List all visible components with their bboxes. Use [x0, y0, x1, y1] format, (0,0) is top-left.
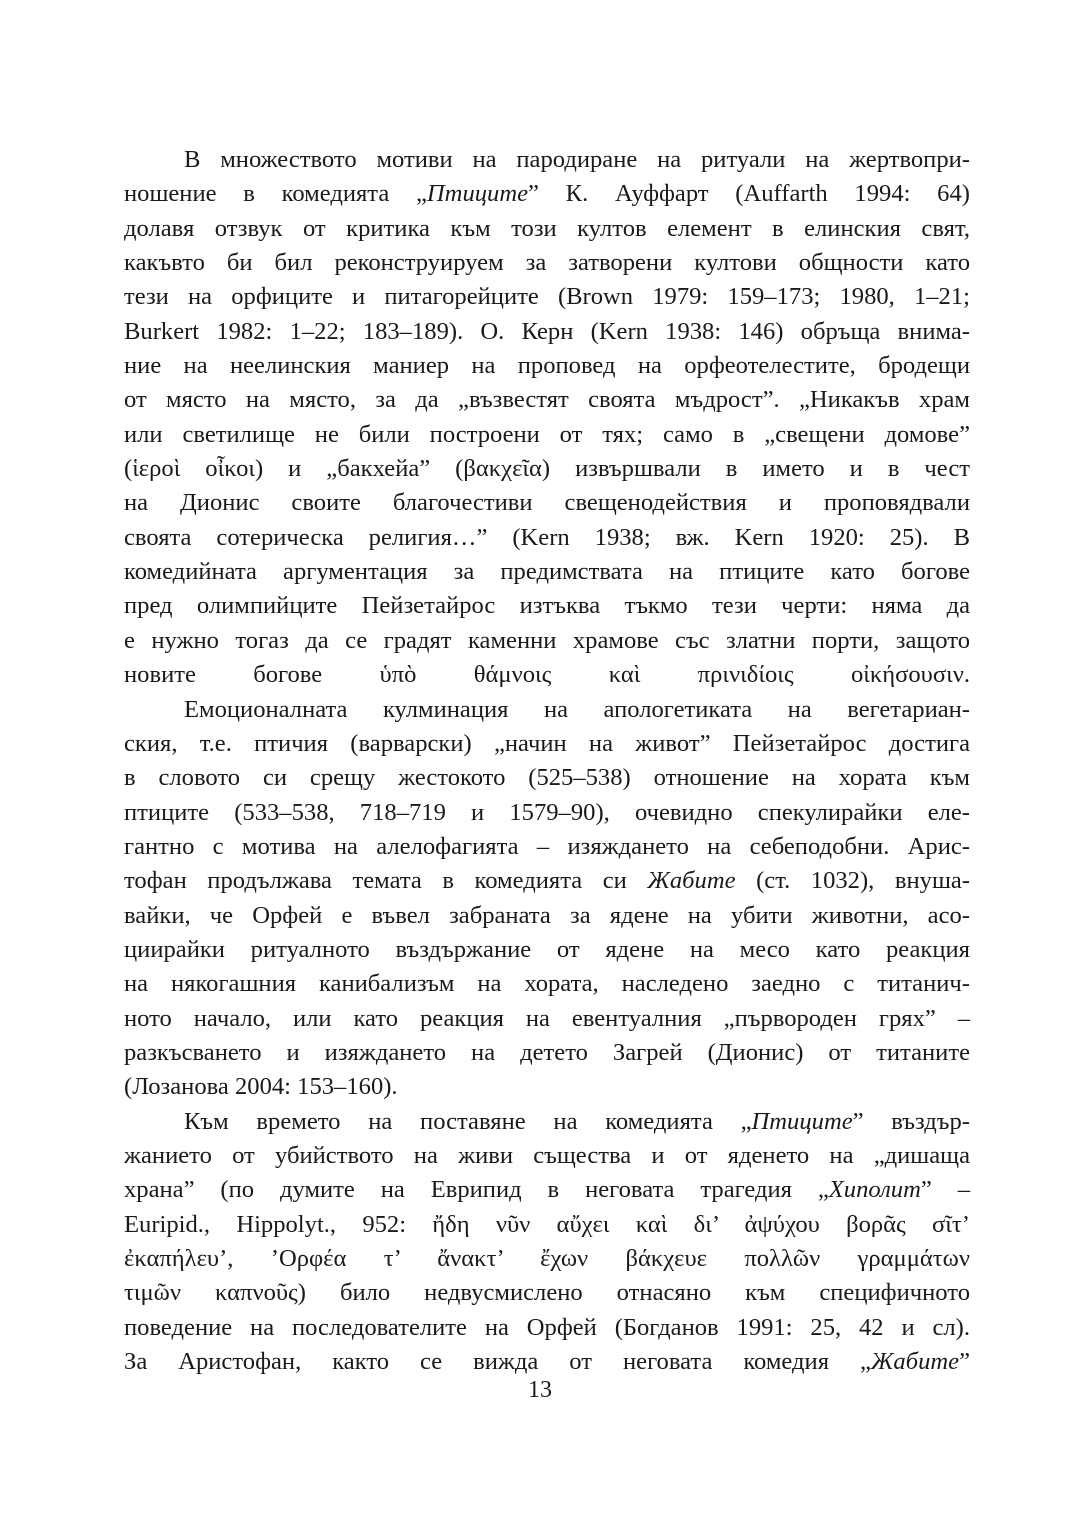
text-line: тези на орфиците и питагорейците (Brown 1979: 159–173; 1980, 1–21; [124, 283, 970, 311]
text-line: Емоционалната кулминация на апологетиката на вегетариан- [184, 695, 970, 723]
text-line: ношение в комедията „Птиците” К. Ауффарт (Auffarth 1994: 64) [124, 180, 970, 208]
text-line: долавя отзвук от критика към този култов елемент в елинския свят, [124, 214, 970, 242]
text-line: За Аристофан, както се вижда от неговата комедия „Жабите” [124, 1348, 970, 1376]
text-line: от място на място, за да „възвестят своята мъдрост”. „Никакъв храм [124, 386, 970, 414]
text-line: комедийната аргументация за предимствата на птиците като богове [124, 558, 970, 586]
text-line: ἐκαπήλευ’, ’Ορφέα τ’ ἄνακτ’ ἔχων βάκχευε πολλῶν γραμμάτων [124, 1245, 970, 1272]
text-line: поведение на последователите на Орфей (Богданов 1991: 25, 42 и сл). [124, 1313, 970, 1341]
text-line: ното начало, или като реакция на евентуалния „първороден грях” – [124, 1004, 970, 1032]
text-line: е нужно тогаз да се градят каменни храмове със златни порти, защото [124, 626, 970, 654]
text-line: ние на неелинския маниер на проповед на орфеотелестите, бродещи [124, 352, 970, 380]
text-line: ския, т.е. птичия (варварски) „начин на живот” Пейзетайрос достига [124, 729, 970, 757]
body-text [124, 143, 970, 1379]
text-line: (ἱεροὶ οἶκοι) и „бакхейа” (βακχεῖα) извършвали в името и в чест [124, 455, 970, 483]
text-line: на някогашния канибализъм на хората, наследено заедно с титанич- [124, 970, 970, 998]
text-line: вайки, че Орфей е въвел забраната за ядене на убити животни, асо- [124, 901, 970, 929]
text-line: в словото си срещу жестокото (525–538) отношение на хората към [124, 764, 970, 792]
text-line: Burkert 1982: 1–22; 183–189). О. Керн (Kern 1938: 146) обръща внима- [124, 317, 970, 345]
text-line: Euripid., Hippolyt., 952: ἤδη νῦν αὔχει καὶ δι’ ἀψύχου βορᾶς σῖτ’ [124, 1210, 970, 1238]
text-line: В множеството мотиви на пародиране на ритуали на жертвопри- [184, 146, 970, 173]
page-number: 13 [528, 1377, 552, 1403]
text-line: τιμῶν καπνοῦς) било недвусмислено отнасяно към специфичното [124, 1279, 970, 1307]
text-line: (Лозанова 2004: 153–160). [124, 1073, 398, 1101]
text-line: жанието от убийството на живи същества и от яденето на „дишаща [124, 1141, 970, 1169]
text-line: пред олимпийците Пейзетайрос изтъква тъкмо тези черти: няма да [124, 592, 970, 620]
text-line: тофан продължава темата в комедията си Жабите (ст. 1032), внуша- [124, 867, 970, 895]
text-line: или светилище не били построени от тях; само в „свещени домове” [124, 420, 970, 448]
text-line: птиците (533–538, 718–719 и 1579–90), очевидно спекулирайки еле- [124, 798, 970, 826]
text-line: гантно с мотива на алелофагията – изяждането на себеподобни. Арис- [124, 832, 970, 860]
text-line: храна” (по думите на Еврипид в неговата трагедия „Хиполит” – [124, 1176, 970, 1204]
text-line: новите богове ὑπὸ θάμνοις καὶ πρινιδίοις οἰκήσουσιν. [124, 661, 970, 689]
text-line: разкъсването и изяждането на детето Загрей (Дионис) от титаните [124, 1038, 970, 1066]
text-line: какъвто би бил реконструируем за затворени култови общности като [124, 249, 970, 277]
text-line: на Дионис своите благочестиви свещенодействия и проповядвали [124, 489, 970, 517]
text-line: Към времето на поставяне на комедията „Птиците” въздър- [184, 1107, 970, 1135]
text-line: своята сотерическа религия…” (Kern 1938; вж. Kern 1920: 25). В [124, 523, 970, 551]
text-line: циирайки ритуалното въздържание от ядене на месо като реакция [124, 935, 970, 963]
